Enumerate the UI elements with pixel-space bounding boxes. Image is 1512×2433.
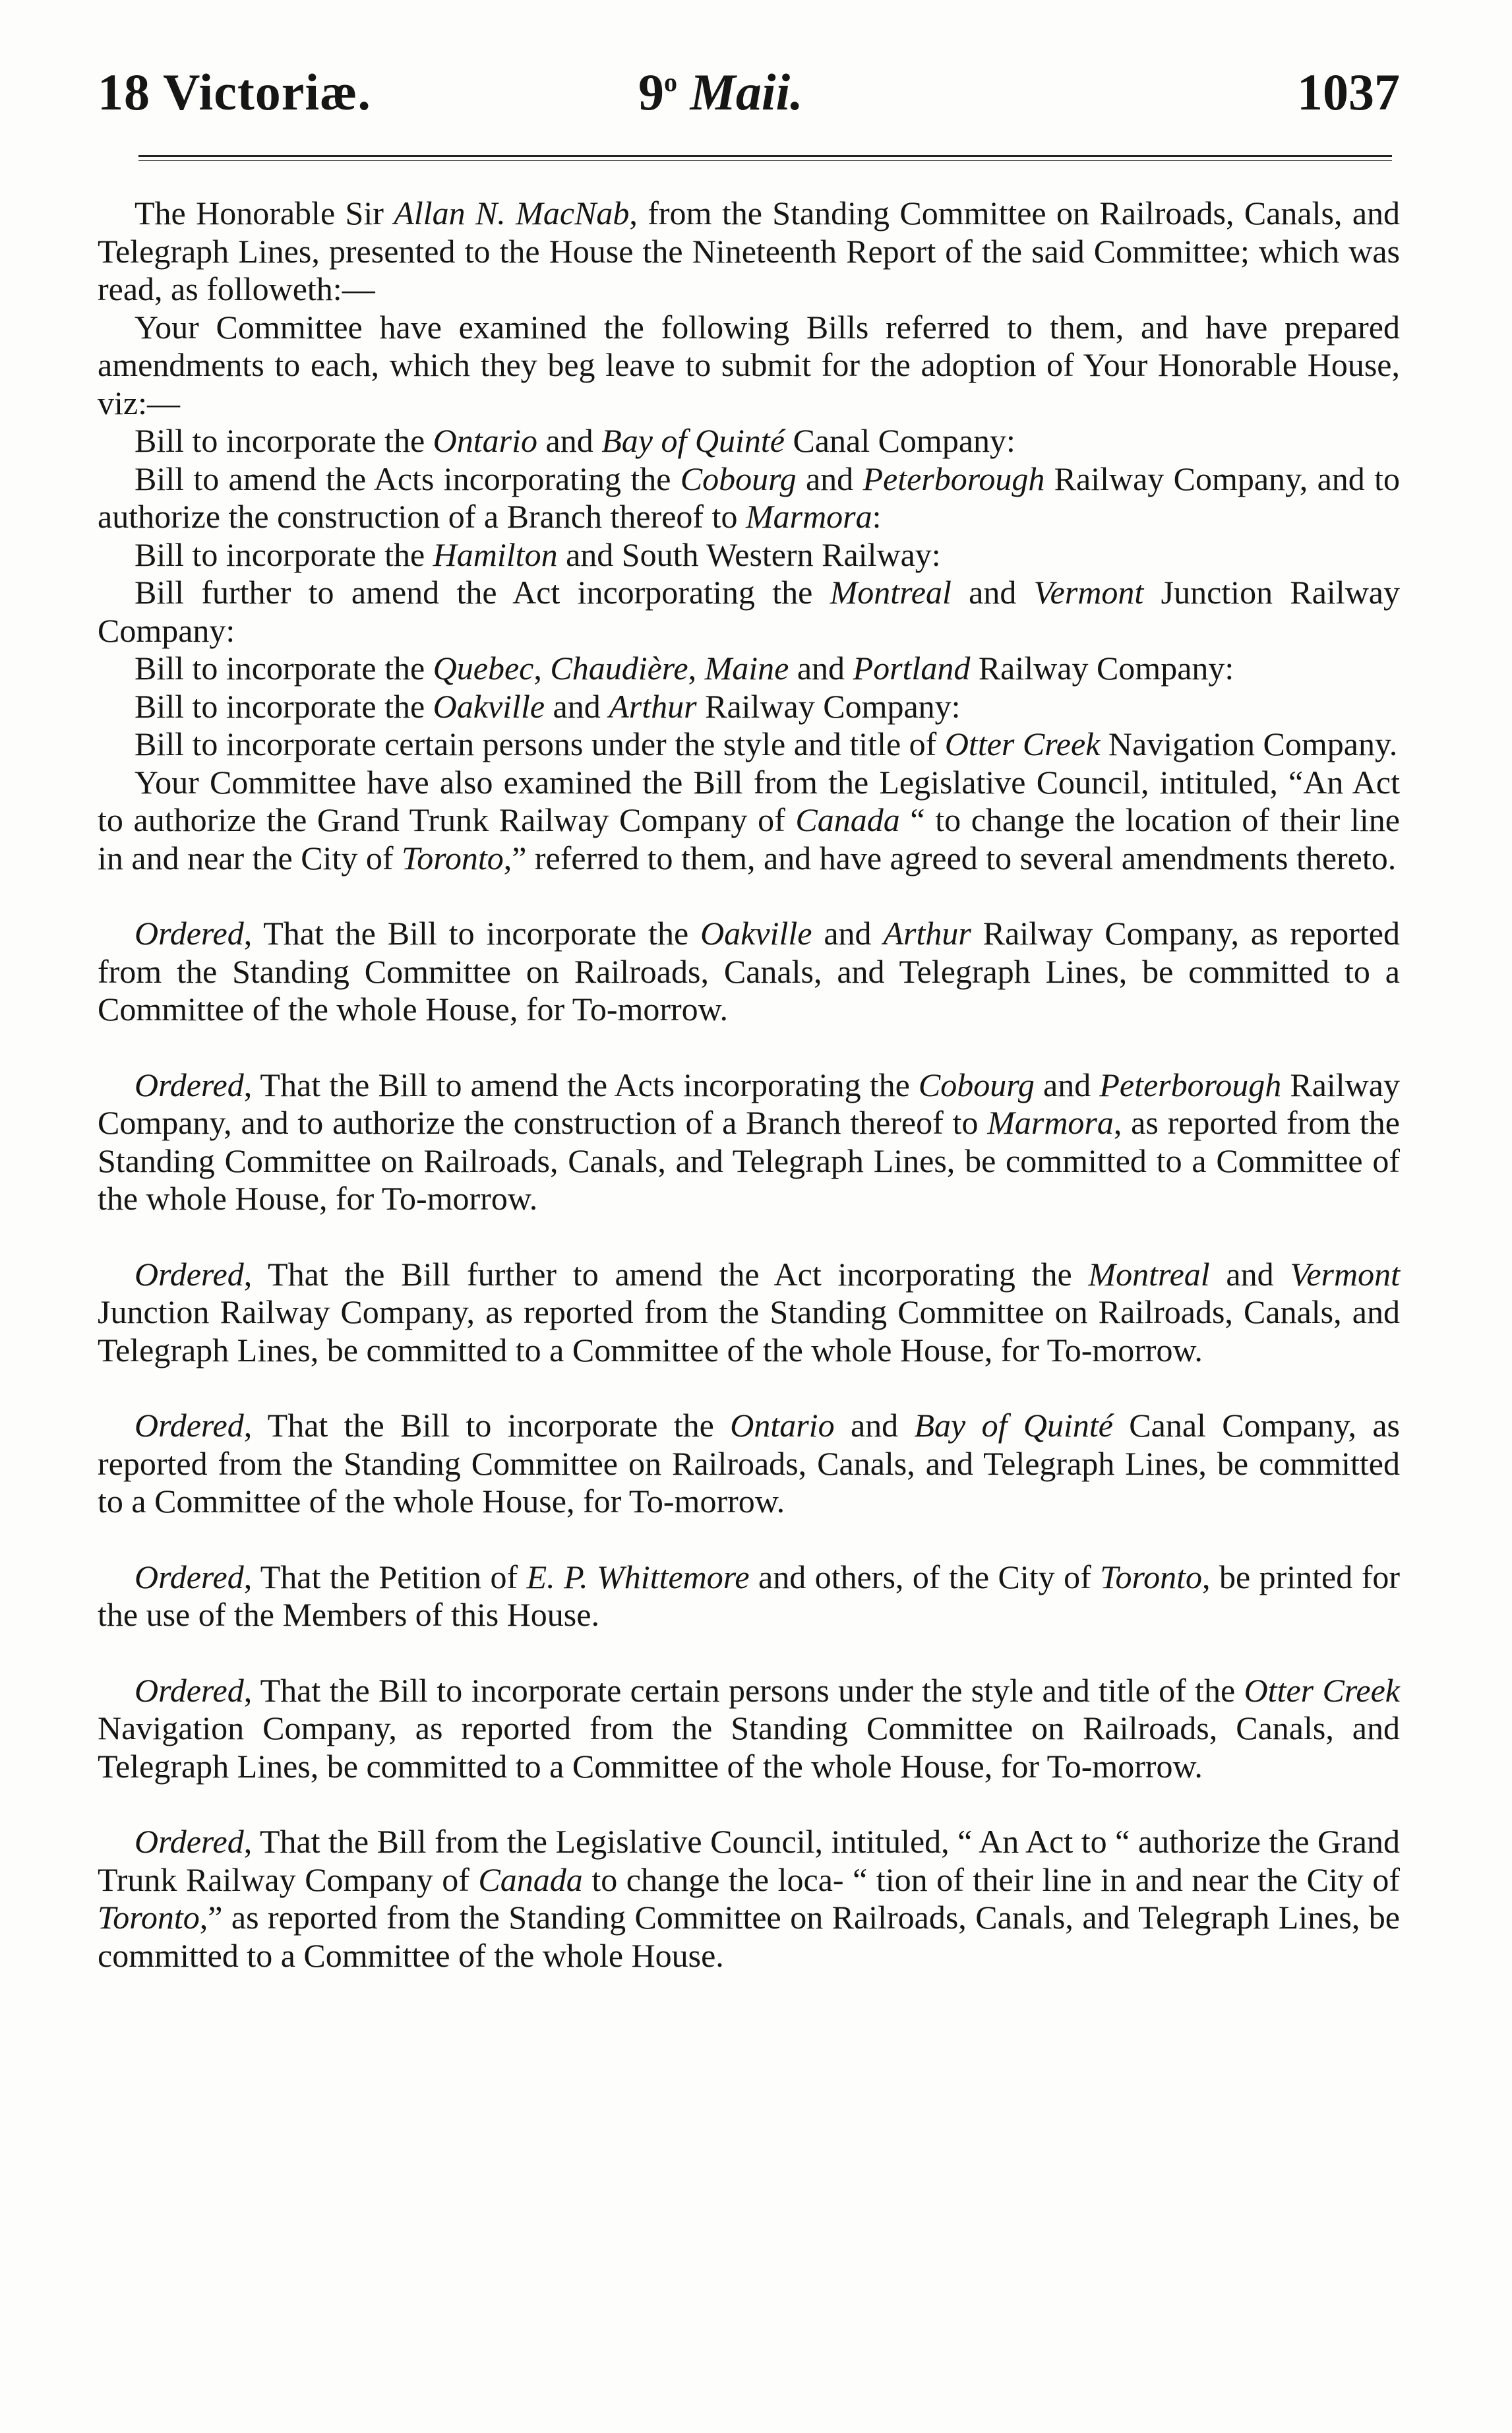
bill-item: Bill to incorporate the Oakville and Arthur Railway Company: bbox=[135, 687, 961, 725]
journal-body bbox=[98, 195, 1400, 1975]
bill-item: Bill to incorporate the Hamilton and South Western Railway: bbox=[135, 536, 941, 573]
report-intro: The Honorable Sir Allan N. MacNab, from the Standing Committee on Railroads, Canals, and Telegraph Lines, presented to the House the Nineteenth Report of the said Committee; which was read, as followeth:— bbox=[98, 195, 1401, 307]
journal-page bbox=[98, 63, 1401, 1974]
header-rule-thin bbox=[138, 160, 1392, 161]
header-rule bbox=[138, 155, 1392, 157]
bill-item: Bill to incorporate the Ontario and Bay of Quinté Canal Company: bbox=[135, 422, 1015, 459]
header-month: Maii. bbox=[690, 63, 803, 121]
report-council-bill: Your Committee have also examined the Bill from the Legislative Council, intituled, “An Act to authorize the Grand Trunk Railway Company of Canada “ to change the location of their line in and near the City of Toronto,” referred to them, and have agreed to several amendments thereto. bbox=[98, 763, 1400, 877]
order-paragraph: Ordered, That the Bill further to amend the Act incorporating the Montreal and Vermont Junction Railway Company, as reported from the Standing Committee on Railroads, Canals, and Telegraph Lines, be committed to a Committee of the whole House, for To-morrow. bbox=[98, 1255, 1400, 1369]
header-day: 9 bbox=[638, 63, 664, 121]
header-day-suffix: o bbox=[664, 67, 677, 97]
header-date bbox=[638, 63, 803, 122]
order-paragraph: Ordered, That the Bill to incorporate certain persons under the style and title of the Otter Creek Navigation Company, as reported from the Standing Committee on Railroads, Canals, and Telegraph Lines, be committed to a Committee of the whole House, for To-morrow. bbox=[98, 1671, 1400, 1785]
order-paragraph: Ordered, That the Petition of E. P. Whittemore and others, of the City of Toronto, be printed for the use of the Members of this House. bbox=[98, 1558, 1401, 1633]
report-examined: Your Committee have examined the following Bills referred to them, and have prepared amendments to each, which they beg leave to submit for the adoption of Your Honorable House, viz:— bbox=[98, 308, 1400, 421]
running-header bbox=[98, 63, 1400, 135]
bill-item: Bill to incorporate certain persons under the style and title of Otter Creek Navigation Company. bbox=[135, 725, 1398, 762]
order-paragraph: Ordered, That the Bill from the Legislative Council, intituled, “ An Act to “ authorize the Grand Trunk Railway Company of Canada to change the loca- “ tion of their line in and near the City of Toronto,” as reported from the Standing Committee on Railroads, Canals, and Telegraph Lines, be committed to a Committee of the whole House. bbox=[98, 1823, 1400, 1974]
bill-item: Bill to incorporate the Quebec, Chaudière, Maine and Portland Railway Company: bbox=[135, 650, 1234, 687]
order-paragraph: Ordered, That the Bill to amend the Acts incorporating the Cobourg and Peterborough Railway Company, and to authorize the construction of a Branch thereof to Marmora, as reported from the Standing Committee on Railroads, Canals, and Telegraph Lines, be committed to a Committee of the whole House, for To-morrow. bbox=[98, 1066, 1400, 1217]
order-paragraph: Ordered, That the Bill to incorporate the Ontario and Bay of Quinté Canal Company, as reported from the Standing Committee on Railroads, Canals, and Telegraph Lines, be committed to a Committee of the whole House, for To-morrow. bbox=[98, 1407, 1400, 1520]
page-number: 1037 bbox=[1297, 63, 1400, 121]
order-paragraph: Ordered, That the Bill to incorporate the Oakville and Arthur Railway Company, as reported from the Standing Committee on Railroads, Canals, and Telegraph Lines, be committed to a Committee of the whole House, for To-morrow. bbox=[98, 915, 1400, 1028]
bill-item: Bill to amend the Acts incorporating the Cobourg and Peterborough Railway Company, and to authorize the construction of a Branch thereof to Marmora: bbox=[98, 460, 1400, 535]
bill-item: Bill further to amend the Act incorporating the Montreal and Vermont Junction Railway Company: bbox=[98, 574, 1400, 649]
regnal-year: 18 Victoriæ. bbox=[98, 63, 371, 121]
